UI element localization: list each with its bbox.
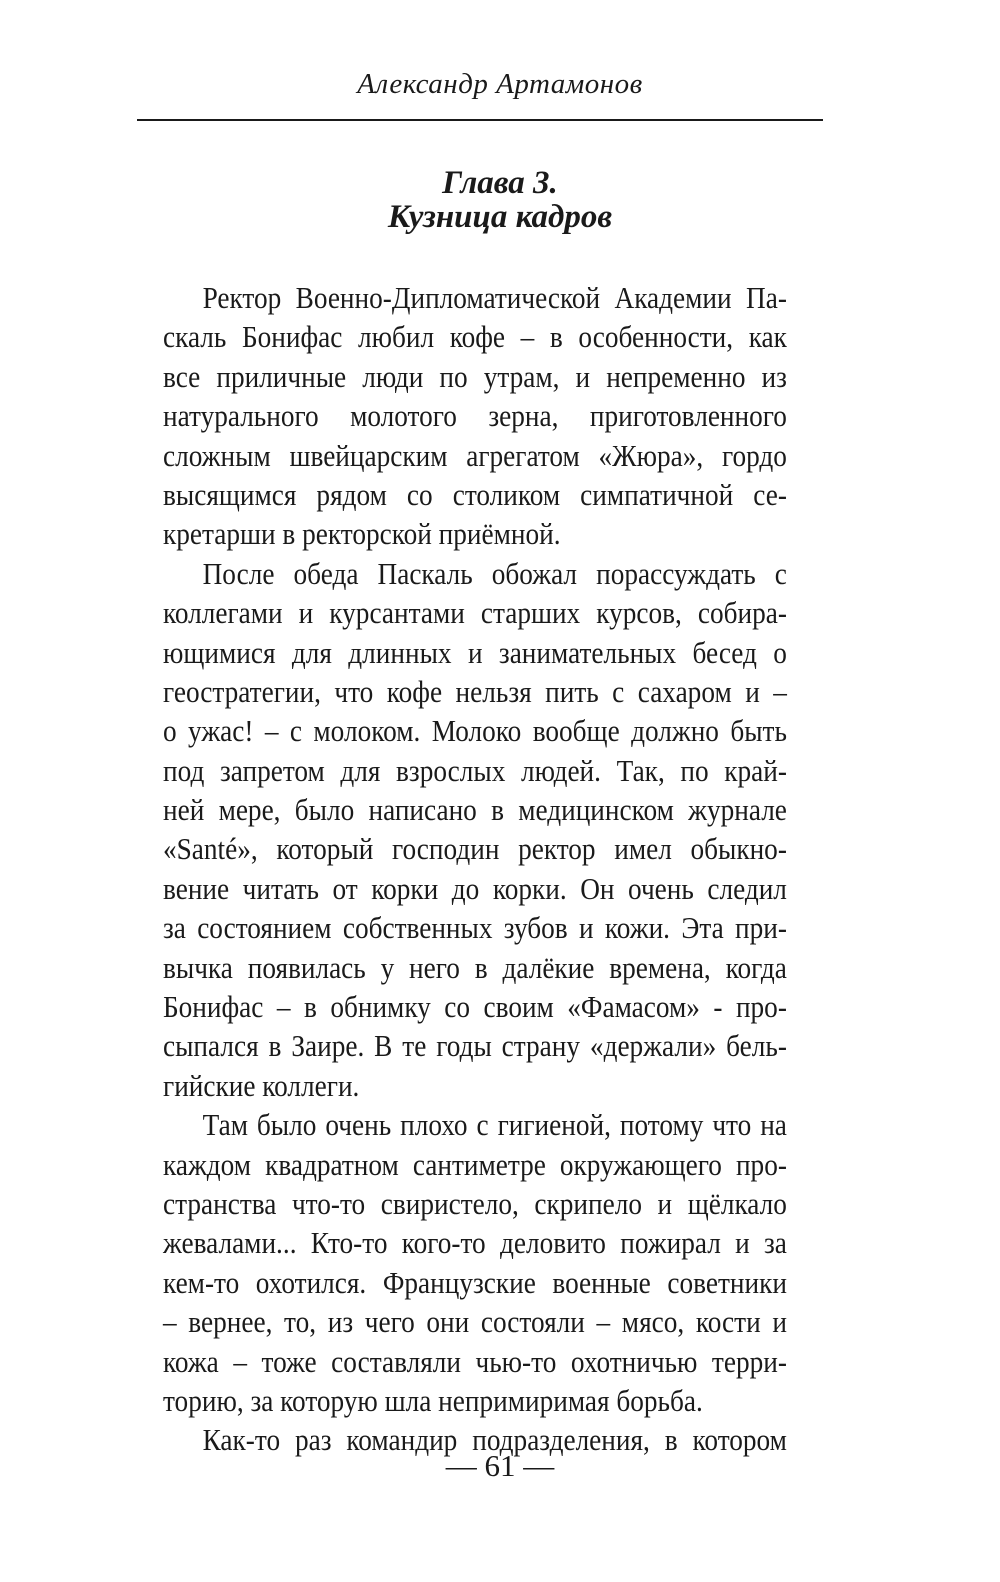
text-line: о ужас! – с молоком. Молоко вообще должно быть <box>163 713 787 749</box>
text-line: странства что-то свиристело, скрипело и щёлкало <box>163 1185 787 1221</box>
text-line: Бонифас – в обнимку со своим «Фамасом» - про- <box>163 989 787 1025</box>
text-line: – вернее, то, из чего они состояли – мясо, кости и <box>163 1304 787 1340</box>
text-line: под запретом для взрослых людей. Так, по край- <box>163 752 787 788</box>
text-line: Ректор Военно-Дипломатической Академии Па- <box>202 280 787 315</box>
text-line: ющимися для длинных и занимательных бесед о <box>163 634 787 670</box>
page-number: — 61 — <box>445 1448 555 1483</box>
text-line: вение читать от корки до корки. Он очень следил <box>163 870 787 906</box>
text-line: все приличные люди по утрам, и непременно из <box>163 358 787 394</box>
text-line: коллегами и курсантами старших курсов, собира- <box>163 595 787 631</box>
body-text <box>163 278 787 1460</box>
text-line: сыпался в Заире. В те годы страну «держали» бель- <box>163 1028 787 1064</box>
text-line: геостратегии, что кофе нельзя пить с сахаром и – <box>163 673 787 709</box>
text-line: Там было очень плохо с гигиеной, потому что на <box>202 1107 787 1143</box>
text-line: кожа – тоже составляли чью-то охотничью терри- <box>163 1343 787 1379</box>
text-line: После обеда Паскаль обожал порассуждать с <box>202 555 787 591</box>
text-line: ней мере, было написано в медицинском журнале <box>163 792 787 828</box>
text-line: «Santé», который господин ректор имел обыкно- <box>163 831 787 867</box>
chapter-title: Кузница кадров <box>387 199 613 235</box>
text-line: скаль Бонифас любил кофе – в особенности, как <box>163 319 787 355</box>
running-head-author: Александр Артамонов <box>357 68 643 100</box>
text-line: кем-то охотился. Французские военные советники <box>163 1264 787 1300</box>
text-line: Как-то раз командир подразделения, в котором <box>202 1422 787 1458</box>
text-line: высящимся рядом со столиком симпатичной се- <box>163 476 787 512</box>
text-line: гийские коллеги. <box>163 1067 360 1103</box>
chapter-number: Глава 3. <box>442 165 558 201</box>
text-line: кретарши в ректорской приёмной. <box>163 516 561 552</box>
text-line: каждом квадратном сантиметре окружающего про- <box>163 1146 787 1182</box>
header-rule <box>137 119 823 121</box>
text-line: торию, за которую шла непримиримая борьба. <box>163 1382 703 1418</box>
text-line: сложным швейцарским агрегатом «Жюра», гордо <box>163 437 787 473</box>
text-line: за состоянием собственных зубов и кожи. Эта при- <box>163 910 787 946</box>
text-line: жевалами... Кто-то кого-то деловито пожирал и за <box>163 1225 787 1261</box>
text-line: натурального молотого зерна, приготовленного <box>163 398 787 434</box>
text-line: вычка появилась у него в далёкие времена, когда <box>163 949 787 985</box>
